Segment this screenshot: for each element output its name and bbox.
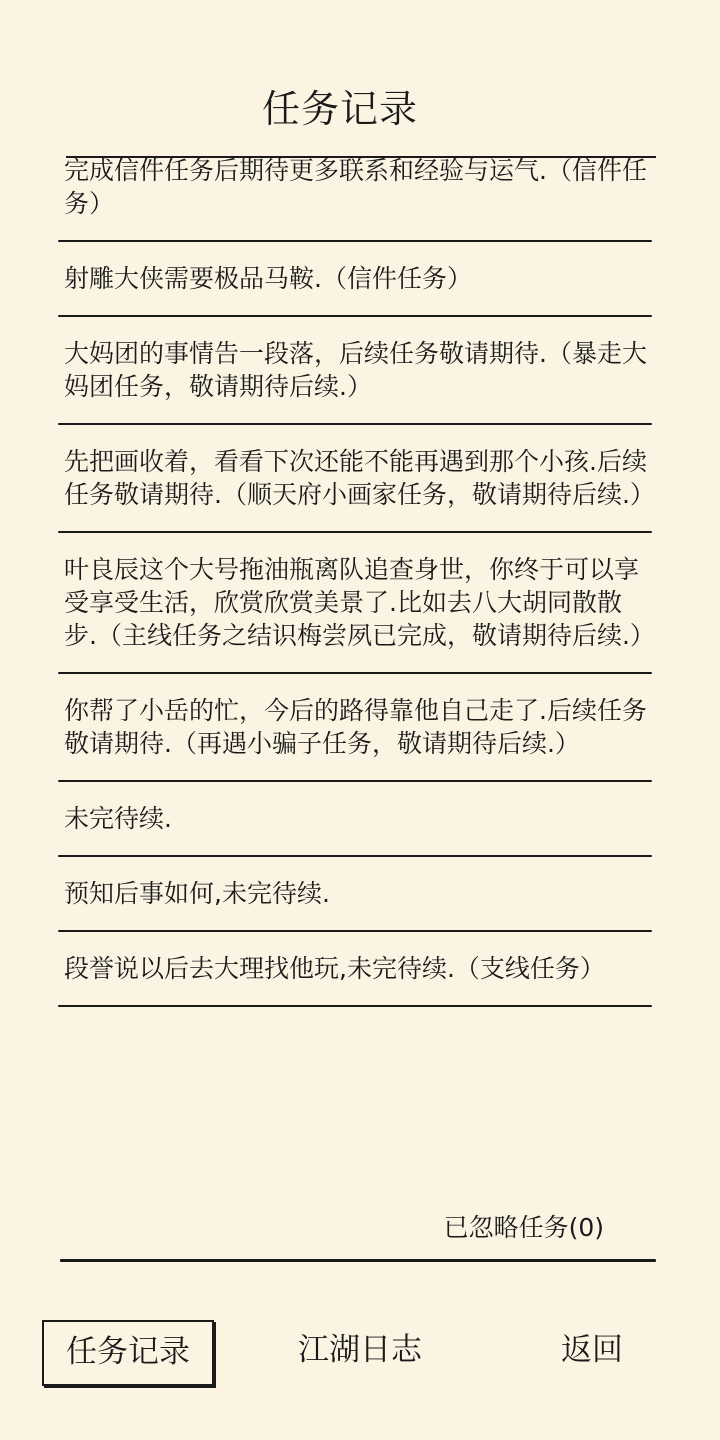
quest-text: 预知后事如何,未完待续. — [64, 879, 330, 908]
tab-journal[interactable]: 江湖日志 — [298, 1332, 422, 1368]
quest-text: 未完待续. — [64, 804, 172, 833]
bottom-tab-bar — [0, 1320, 720, 1382]
quest-text: 射雕大侠需要极品马鞍.（信件任务） — [64, 264, 472, 293]
quest-item[interactable] — [0, 156, 720, 242]
page-title: 任务记录 — [261, 87, 418, 131]
quest-text: 段誉说以后去大理找他玩,未完待续.（支线任务） — [64, 954, 605, 983]
quest-item[interactable] — [0, 425, 720, 533]
tab-quest-log[interactable]: 任务记录 — [42, 1320, 214, 1386]
quest-item[interactable] — [0, 317, 720, 425]
back-button[interactable]: 返回 — [561, 1332, 623, 1368]
quest-item[interactable] — [0, 533, 720, 674]
quest-item[interactable] — [0, 674, 720, 782]
quest-item[interactable] — [0, 242, 720, 317]
quest-item[interactable] — [0, 857, 720, 932]
ignored-quests-button[interactable]: 已忽略任务(0) — [443, 1213, 604, 1242]
quest-text: 叶良辰这个大号拖油瓶离队追查身世，你终于可以享受享受生活，欣赏欣赏美景了.比如去八大胡同散散步.（主线任务之结识梅尝夙已完成，敬请期待后续.） — [64, 555, 655, 650]
quest-item[interactable] — [0, 932, 720, 1007]
quest-text: 先把画收着，看看下次还能不能再遇到那个小孩.后续任务敬请期待.（顺天府小画家任务，敬请期待后续.） — [64, 447, 655, 509]
quest-text: 完成信件任务后期待更多联系和经验与运气.（信件任务） — [64, 156, 647, 218]
ignored-divider — [60, 1259, 656, 1262]
quest-list-viewport[interactable] — [0, 156, 720, 1266]
quest-item[interactable] — [0, 782, 720, 857]
quest-list — [0, 156, 720, 1007]
quest-text: 你帮了小岳的忙，今后的路得靠他自己走了.后续任务敬请期待.（再遇小骗子任务，敬请期待后续.） — [64, 696, 647, 758]
quest-text: 大妈团的事情告一段落，后续任务敬请期待.（暴走大妈团任务，敬请期待后续.） — [64, 339, 647, 401]
